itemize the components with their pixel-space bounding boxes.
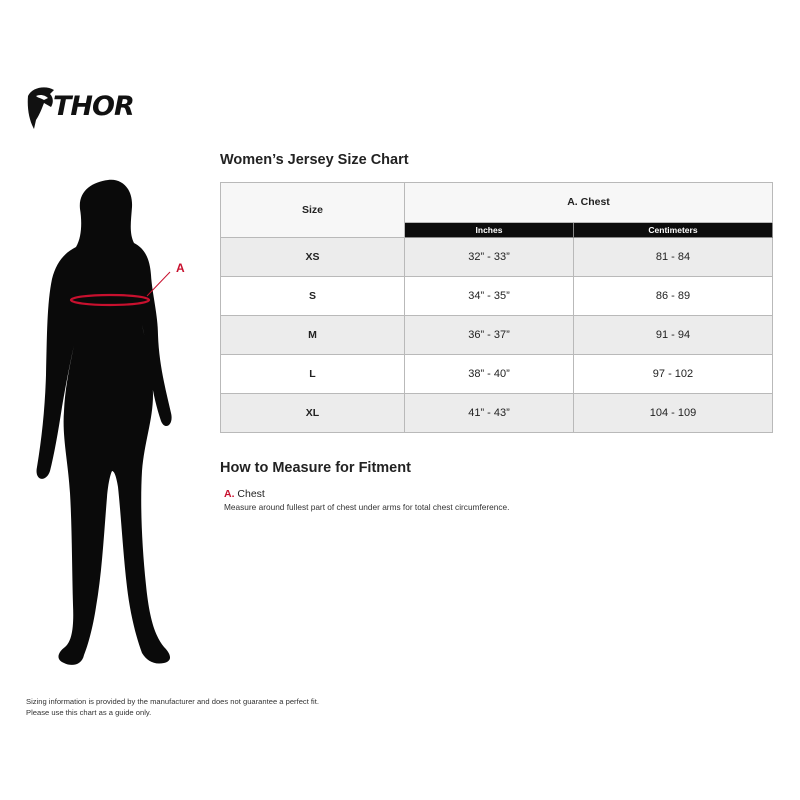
- chest-marker-label: A: [176, 261, 185, 275]
- inches-cell: 34” - 35”: [405, 277, 574, 316]
- inches-cell: 32” - 33”: [405, 238, 574, 277]
- centimeters-cell: 97 - 102: [573, 355, 772, 394]
- inches-cell: 38” - 40”: [405, 355, 574, 394]
- centimeters-cell: 81 - 84: [573, 238, 772, 277]
- size-cell: XL: [221, 394, 405, 433]
- disclaimer-line: Sizing information is provided by the manufacturer and does not guarantee a perfect fit.: [26, 697, 319, 706]
- measure-item-letter: A.: [224, 488, 235, 500]
- centimeters-cell: 86 - 89: [573, 277, 772, 316]
- size-cell: S: [221, 277, 405, 316]
- size-chart-table: [220, 182, 773, 433]
- table-row: [221, 277, 773, 316]
- table-row: [221, 238, 773, 277]
- measure-item-name: Chest: [237, 488, 265, 500]
- body-silhouette: [30, 175, 200, 675]
- disclaimer-line: Please use this chart as a guide only.: [26, 708, 152, 717]
- table-row: [221, 394, 773, 433]
- brand-wordmark: THOR: [53, 91, 134, 122]
- size-column-header: Size: [221, 183, 405, 238]
- size-cell: L: [221, 355, 405, 394]
- size-cell: M: [221, 316, 405, 355]
- inches-cell: 36” - 37”: [405, 316, 574, 355]
- centimeters-cell: 91 - 94: [573, 316, 772, 355]
- helmet-icon: [26, 84, 56, 130]
- chart-title: Women’s Jersey Size Chart: [220, 152, 409, 168]
- inches-subheader: Inches: [405, 222, 574, 237]
- centimeters-subheader: Centimeters: [573, 222, 772, 237]
- disclaimer: [26, 696, 319, 718]
- thor-logo: [26, 84, 166, 130]
- size-cell: XS: [221, 238, 405, 277]
- measure-section-title: How to Measure for Fitment: [220, 460, 411, 476]
- chest-column-header: A. Chest: [405, 183, 773, 223]
- measure-item-label: [224, 488, 265, 500]
- table-row: [221, 355, 773, 394]
- centimeters-cell: 104 - 109: [573, 394, 772, 433]
- inches-cell: 41” - 43”: [405, 394, 574, 433]
- table-row: [221, 316, 773, 355]
- measure-item-description: Measure around fullest part of chest under arms for total chest circumference.: [224, 502, 510, 512]
